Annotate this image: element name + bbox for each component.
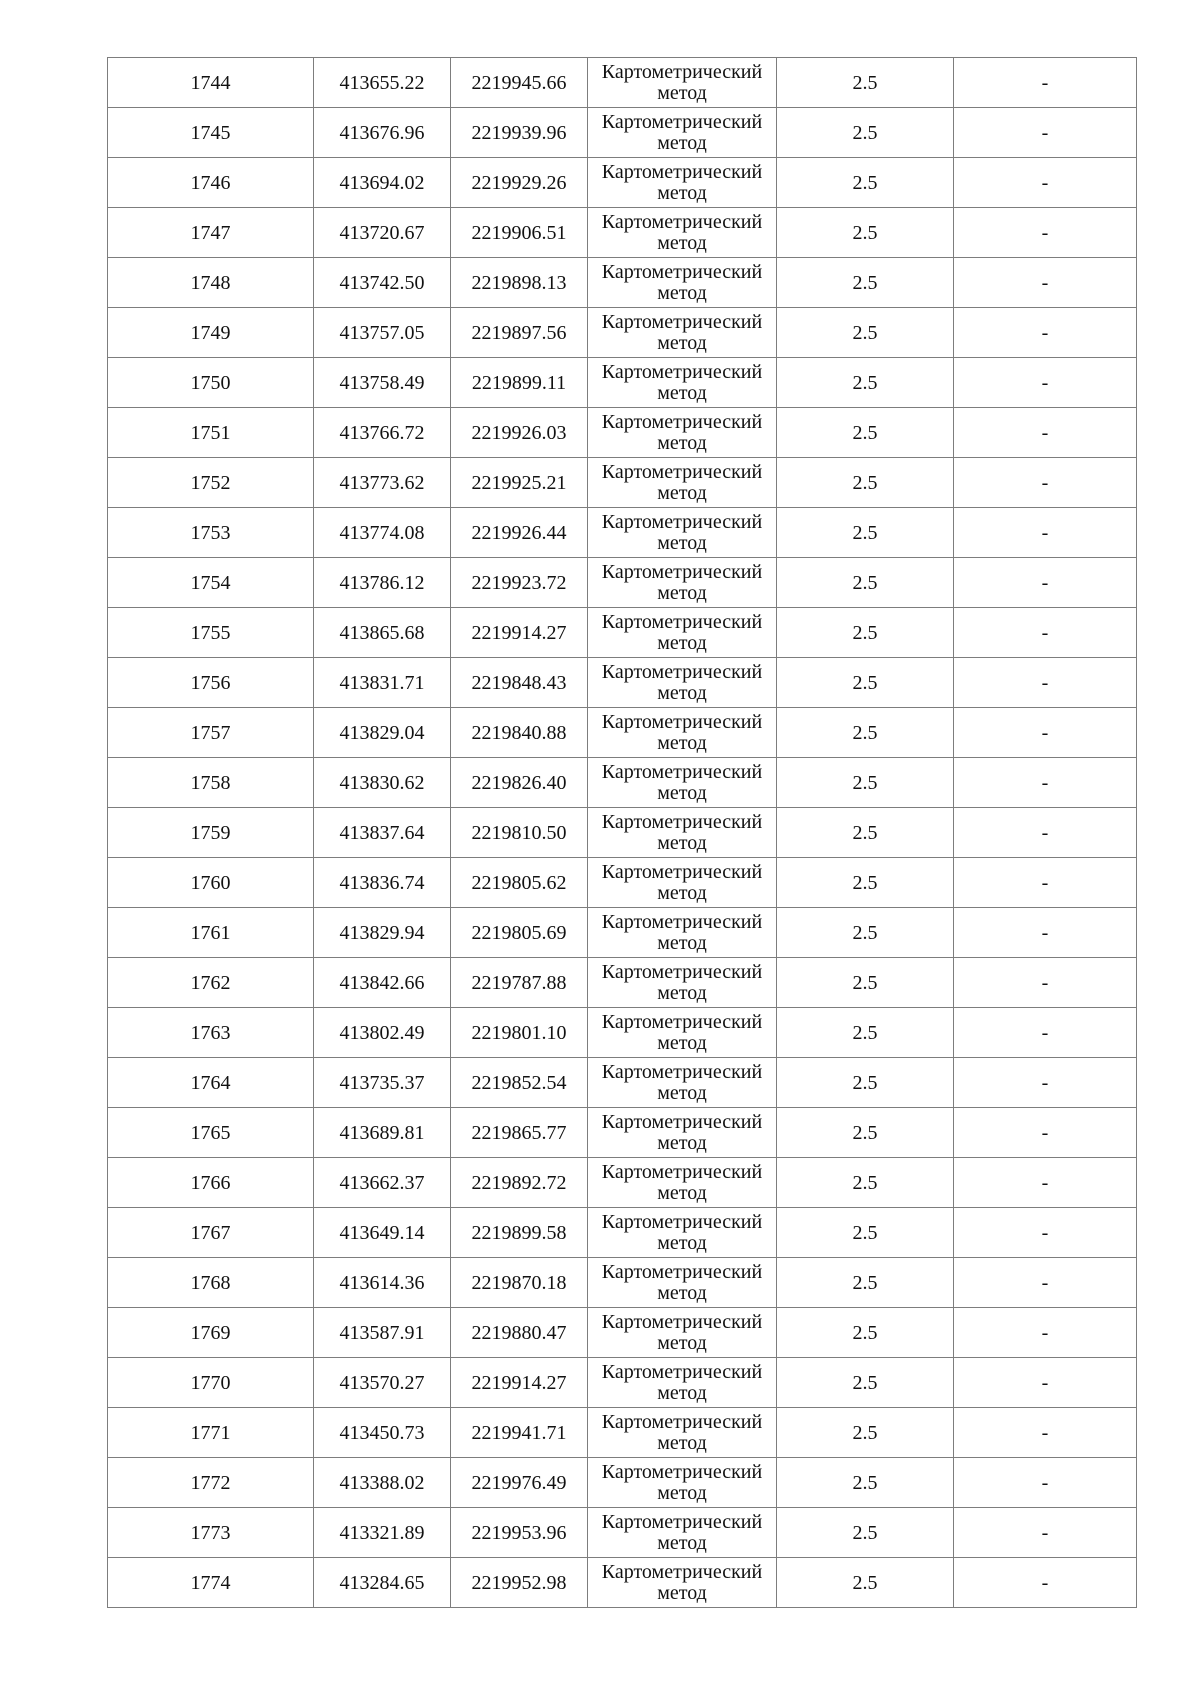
y-coordinate-cell: 2219840.88 <box>451 708 588 758</box>
point-number-cell: 1773 <box>108 1508 314 1558</box>
table-row <box>108 1258 1137 1308</box>
note-cell: - <box>954 308 1137 358</box>
method-label-line2: метод <box>657 1431 707 1454</box>
table-row <box>108 1008 1137 1058</box>
y-coordinate-cell: 2219805.62 <box>451 858 588 908</box>
point-number-cell: 1748 <box>108 258 314 308</box>
y-coordinate-cell: 2219906.51 <box>451 208 588 258</box>
method-cell <box>588 808 777 858</box>
method-cell <box>588 1408 777 1458</box>
x-coordinate-cell: 413766.72 <box>314 408 451 458</box>
note-cell: - <box>954 1508 1137 1558</box>
method-cell <box>588 258 777 308</box>
x-coordinate-cell: 413758.49 <box>314 358 451 408</box>
method-label-line1: Картометрический <box>601 860 763 883</box>
point-number-cell: 1771 <box>108 1408 314 1458</box>
method-label-line2: метод <box>657 831 707 854</box>
table-row <box>108 1458 1137 1508</box>
y-coordinate-cell: 2219852.54 <box>451 1058 588 1108</box>
accuracy-cell: 2.5 <box>777 108 954 158</box>
table-row <box>108 858 1137 908</box>
method-cell <box>588 858 777 908</box>
y-coordinate-cell: 2219976.49 <box>451 1458 588 1508</box>
note-cell: - <box>954 208 1137 258</box>
table-row <box>108 1358 1137 1408</box>
method-label-line1: Картометрический <box>601 1010 763 1033</box>
method-label-line2: метод <box>657 1031 707 1054</box>
table-row <box>108 1408 1137 1458</box>
note-cell: - <box>954 1008 1137 1058</box>
y-coordinate-cell: 2219926.44 <box>451 508 588 558</box>
point-number-cell: 1770 <box>108 1358 314 1408</box>
method-label-line2: метод <box>657 1231 707 1254</box>
method-label-line2: метод <box>657 181 707 204</box>
note-cell: - <box>954 858 1137 908</box>
accuracy-cell: 2.5 <box>777 1508 954 1558</box>
point-number-cell: 1754 <box>108 558 314 608</box>
y-coordinate-cell: 2219941.71 <box>451 1408 588 1458</box>
method-cell <box>588 708 777 758</box>
point-number-cell: 1752 <box>108 458 314 508</box>
method-label-line2: метод <box>657 1581 707 1604</box>
note-cell: - <box>954 108 1137 158</box>
x-coordinate-cell: 413587.91 <box>314 1308 451 1358</box>
table-row <box>108 908 1137 958</box>
x-coordinate-cell: 413842.66 <box>314 958 451 1008</box>
y-coordinate-cell: 2219899.11 <box>451 358 588 408</box>
method-label-line2: метод <box>657 331 707 354</box>
accuracy-cell: 2.5 <box>777 208 954 258</box>
method-label-line1: Картометрический <box>601 1510 763 1533</box>
method-cell <box>588 158 777 208</box>
table-row <box>108 508 1137 558</box>
y-coordinate-cell: 2219897.56 <box>451 308 588 358</box>
method-label-line2: метод <box>657 1481 707 1504</box>
note-cell: - <box>954 958 1137 1008</box>
method-label-line2: метод <box>657 631 707 654</box>
method-label-line2: метод <box>657 931 707 954</box>
accuracy-cell: 2.5 <box>777 1108 954 1158</box>
method-label-line1: Картометрический <box>601 960 763 983</box>
method-label-line1: Картометрический <box>601 710 763 733</box>
x-coordinate-cell: 413649.14 <box>314 1208 451 1258</box>
point-number-cell: 1758 <box>108 758 314 808</box>
note-cell: - <box>954 558 1137 608</box>
point-number-cell: 1744 <box>108 58 314 108</box>
accuracy-cell: 2.5 <box>777 358 954 408</box>
table-row <box>108 458 1137 508</box>
table-row <box>108 258 1137 308</box>
y-coordinate-cell: 2219914.27 <box>451 1358 588 1408</box>
point-number-cell: 1753 <box>108 508 314 558</box>
method-label-line1: Картометрический <box>601 1110 763 1133</box>
y-coordinate-cell: 2219945.66 <box>451 58 588 108</box>
x-coordinate-cell: 413655.22 <box>314 58 451 108</box>
table-row <box>108 208 1137 258</box>
note-cell: - <box>954 508 1137 558</box>
method-label-line1: Картометрический <box>601 460 763 483</box>
table-row <box>108 758 1137 808</box>
x-coordinate-cell: 413836.74 <box>314 858 451 908</box>
x-coordinate-cell: 413831.71 <box>314 658 451 708</box>
y-coordinate-cell: 2219898.13 <box>451 258 588 308</box>
method-label-line2: метод <box>657 881 707 904</box>
method-label-line1: Картометрический <box>601 1060 763 1083</box>
point-number-cell: 1749 <box>108 308 314 358</box>
method-cell <box>588 1158 777 1208</box>
y-coordinate-cell: 2219892.72 <box>451 1158 588 1208</box>
method-cell <box>588 1008 777 1058</box>
point-number-cell: 1757 <box>108 708 314 758</box>
method-cell <box>588 608 777 658</box>
table-row <box>108 1108 1137 1158</box>
method-label-line2: метод <box>657 1281 707 1304</box>
method-label-line1: Картометрический <box>601 810 763 833</box>
method-label-line2: метод <box>657 981 707 1004</box>
x-coordinate-cell: 413829.04 <box>314 708 451 758</box>
point-number-cell: 1765 <box>108 1108 314 1158</box>
method-label-line1: Картометрический <box>601 1160 763 1183</box>
accuracy-cell: 2.5 <box>777 658 954 708</box>
method-cell <box>588 1258 777 1308</box>
point-number-cell: 1755 <box>108 608 314 658</box>
method-label-line1: Картометрический <box>601 1560 763 1583</box>
point-number-cell: 1760 <box>108 858 314 908</box>
method-cell <box>588 1508 777 1558</box>
x-coordinate-cell: 413837.64 <box>314 808 451 858</box>
note-cell: - <box>954 808 1137 858</box>
y-coordinate-cell: 2219914.27 <box>451 608 588 658</box>
note-cell: - <box>954 258 1137 308</box>
point-number-cell: 1769 <box>108 1308 314 1358</box>
point-number-cell: 1761 <box>108 908 314 958</box>
x-coordinate-cell: 413570.27 <box>314 1358 451 1408</box>
method-label-line1: Картометрический <box>601 510 763 533</box>
note-cell: - <box>954 1158 1137 1208</box>
accuracy-cell: 2.5 <box>777 1308 954 1358</box>
method-label-line1: Картометрический <box>601 60 763 83</box>
table-row <box>108 1308 1137 1358</box>
method-label-line2: метод <box>657 1081 707 1104</box>
y-coordinate-cell: 2219880.47 <box>451 1308 588 1358</box>
method-cell <box>588 108 777 158</box>
method-label-line1: Картометрический <box>601 1260 763 1283</box>
accuracy-cell: 2.5 <box>777 458 954 508</box>
point-number-cell: 1751 <box>108 408 314 458</box>
method-label-line2: метод <box>657 481 707 504</box>
y-coordinate-cell: 2219848.43 <box>451 658 588 708</box>
table-row <box>108 358 1137 408</box>
note-cell: - <box>954 1258 1137 1308</box>
method-cell <box>588 358 777 408</box>
y-coordinate-cell: 2219801.10 <box>451 1008 588 1058</box>
method-label-line1: Картометрический <box>601 560 763 583</box>
accuracy-cell: 2.5 <box>777 158 954 208</box>
method-label-line2: метод <box>657 281 707 304</box>
y-coordinate-cell: 2219810.50 <box>451 808 588 858</box>
method-label-line1: Картометрический <box>601 210 763 233</box>
point-number-cell: 1766 <box>108 1158 314 1208</box>
x-coordinate-cell: 413757.05 <box>314 308 451 358</box>
method-label-line2: метод <box>657 1531 707 1554</box>
note-cell: - <box>954 1408 1137 1458</box>
point-number-cell: 1750 <box>108 358 314 408</box>
note-cell: - <box>954 1458 1137 1508</box>
note-cell: - <box>954 358 1137 408</box>
method-label-line2: метод <box>657 731 707 754</box>
table-row <box>108 558 1137 608</box>
y-coordinate-cell: 2219870.18 <box>451 1258 588 1308</box>
method-cell <box>588 758 777 808</box>
method-label-line1: Картометрический <box>601 1360 763 1383</box>
method-label-line2: метод <box>657 681 707 704</box>
accuracy-cell: 2.5 <box>777 958 954 1008</box>
point-number-cell: 1774 <box>108 1558 314 1608</box>
accuracy-cell: 2.5 <box>777 258 954 308</box>
method-cell <box>588 1308 777 1358</box>
accuracy-cell: 2.5 <box>777 1408 954 1458</box>
point-number-cell: 1772 <box>108 1458 314 1508</box>
y-coordinate-cell: 2219939.96 <box>451 108 588 158</box>
point-number-cell: 1764 <box>108 1058 314 1108</box>
note-cell: - <box>954 658 1137 708</box>
note-cell: - <box>954 1208 1137 1258</box>
y-coordinate-cell: 2219923.72 <box>451 558 588 608</box>
table-row <box>108 108 1137 158</box>
accuracy-cell: 2.5 <box>777 708 954 758</box>
method-cell <box>588 408 777 458</box>
table-row <box>108 1208 1137 1258</box>
point-number-cell: 1762 <box>108 958 314 1008</box>
point-number-cell: 1759 <box>108 808 314 858</box>
accuracy-cell: 2.5 <box>777 508 954 558</box>
accuracy-cell: 2.5 <box>777 1358 954 1408</box>
x-coordinate-cell: 413773.62 <box>314 458 451 508</box>
method-label-line2: метод <box>657 381 707 404</box>
method-cell <box>588 1058 777 1108</box>
x-coordinate-cell: 413689.81 <box>314 1108 451 1158</box>
table-row <box>108 708 1137 758</box>
table-row <box>108 158 1137 208</box>
method-label-line1: Картометрический <box>601 110 763 133</box>
y-coordinate-cell: 2219929.26 <box>451 158 588 208</box>
note-cell: - <box>954 608 1137 658</box>
point-number-cell: 1756 <box>108 658 314 708</box>
accuracy-cell: 2.5 <box>777 608 954 658</box>
method-label-line1: Картометрический <box>601 1310 763 1333</box>
x-coordinate-cell: 413321.89 <box>314 1508 451 1558</box>
accuracy-cell: 2.5 <box>777 408 954 458</box>
method-label-line1: Картометрический <box>601 910 763 933</box>
accuracy-cell: 2.5 <box>777 758 954 808</box>
note-cell: - <box>954 708 1137 758</box>
method-cell <box>588 58 777 108</box>
note-cell: - <box>954 1358 1137 1408</box>
method-cell <box>588 1358 777 1408</box>
method-label-line2: метод <box>657 231 707 254</box>
method-label-line1: Картометрический <box>601 410 763 433</box>
coordinates-table <box>107 57 1137 1608</box>
accuracy-cell: 2.5 <box>777 1158 954 1208</box>
method-cell <box>588 1558 777 1608</box>
y-coordinate-cell: 2219865.77 <box>451 1108 588 1158</box>
x-coordinate-cell: 413830.62 <box>314 758 451 808</box>
method-cell <box>588 1458 777 1508</box>
point-number-cell: 1767 <box>108 1208 314 1258</box>
x-coordinate-cell: 413720.67 <box>314 208 451 258</box>
table-row <box>108 58 1137 108</box>
method-label-line2: метод <box>657 1381 707 1404</box>
point-number-cell: 1747 <box>108 208 314 258</box>
y-coordinate-cell: 2219926.03 <box>451 408 588 458</box>
method-label-line1: Картометрический <box>601 660 763 683</box>
accuracy-cell: 2.5 <box>777 1458 954 1508</box>
y-coordinate-cell: 2219952.98 <box>451 1558 588 1608</box>
point-number-cell: 1745 <box>108 108 314 158</box>
coordinates-table-body <box>108 58 1137 1608</box>
table-row <box>108 808 1137 858</box>
x-coordinate-cell: 413388.02 <box>314 1458 451 1508</box>
method-label-line1: Картометрический <box>601 310 763 333</box>
table-row <box>108 408 1137 458</box>
table-row <box>108 1058 1137 1108</box>
note-cell: - <box>954 158 1137 208</box>
method-cell <box>588 908 777 958</box>
accuracy-cell: 2.5 <box>777 1208 954 1258</box>
note-cell: - <box>954 1058 1137 1108</box>
x-coordinate-cell: 413774.08 <box>314 508 451 558</box>
x-coordinate-cell: 413735.37 <box>314 1058 451 1108</box>
point-number-cell: 1746 <box>108 158 314 208</box>
note-cell: - <box>954 758 1137 808</box>
y-coordinate-cell: 2219787.88 <box>451 958 588 1008</box>
x-coordinate-cell: 413676.96 <box>314 108 451 158</box>
accuracy-cell: 2.5 <box>777 1008 954 1058</box>
method-label-line1: Картометрический <box>601 1460 763 1483</box>
table-row <box>108 1558 1137 1608</box>
x-coordinate-cell: 413865.68 <box>314 608 451 658</box>
method-cell <box>588 308 777 358</box>
table-row <box>108 958 1137 1008</box>
note-cell: - <box>954 1558 1137 1608</box>
table-row <box>108 308 1137 358</box>
table-row <box>108 1508 1137 1558</box>
method-cell <box>588 658 777 708</box>
accuracy-cell: 2.5 <box>777 908 954 958</box>
method-label-line1: Картометрический <box>601 260 763 283</box>
accuracy-cell: 2.5 <box>777 1558 954 1608</box>
x-coordinate-cell: 413802.49 <box>314 1008 451 1058</box>
accuracy-cell: 2.5 <box>777 58 954 108</box>
table-row <box>108 1158 1137 1208</box>
x-coordinate-cell: 413829.94 <box>314 908 451 958</box>
note-cell: - <box>954 1108 1137 1158</box>
method-label-line2: метод <box>657 1331 707 1354</box>
x-coordinate-cell: 413450.73 <box>314 1408 451 1458</box>
note-cell: - <box>954 58 1137 108</box>
y-coordinate-cell: 2219953.96 <box>451 1508 588 1558</box>
method-cell <box>588 958 777 1008</box>
y-coordinate-cell: 2219826.40 <box>451 758 588 808</box>
method-label-line1: Картометрический <box>601 1410 763 1433</box>
accuracy-cell: 2.5 <box>777 1258 954 1308</box>
note-cell: - <box>954 908 1137 958</box>
y-coordinate-cell: 2219899.58 <box>451 1208 588 1258</box>
method-label-line2: метод <box>657 81 707 104</box>
point-number-cell: 1768 <box>108 1258 314 1308</box>
method-label-line2: метод <box>657 531 707 554</box>
y-coordinate-cell: 2219805.69 <box>451 908 588 958</box>
note-cell: - <box>954 408 1137 458</box>
accuracy-cell: 2.5 <box>777 558 954 608</box>
method-cell <box>588 208 777 258</box>
method-label-line2: метод <box>657 131 707 154</box>
x-coordinate-cell: 413694.02 <box>314 158 451 208</box>
accuracy-cell: 2.5 <box>777 308 954 358</box>
method-label-line2: метод <box>657 1131 707 1154</box>
x-coordinate-cell: 413614.36 <box>314 1258 451 1308</box>
method-label-line1: Картометрический <box>601 160 763 183</box>
method-cell <box>588 458 777 508</box>
y-coordinate-cell: 2219925.21 <box>451 458 588 508</box>
point-number-cell: 1763 <box>108 1008 314 1058</box>
method-label-line1: Картометрический <box>601 360 763 383</box>
x-coordinate-cell: 413742.50 <box>314 258 451 308</box>
method-cell <box>588 558 777 608</box>
x-coordinate-cell: 413662.37 <box>314 1158 451 1208</box>
method-cell <box>588 1208 777 1258</box>
x-coordinate-cell: 413786.12 <box>314 558 451 608</box>
accuracy-cell: 2.5 <box>777 808 954 858</box>
note-cell: - <box>954 458 1137 508</box>
method-label-line2: метод <box>657 781 707 804</box>
note-cell: - <box>954 1308 1137 1358</box>
accuracy-cell: 2.5 <box>777 858 954 908</box>
method-label-line2: метод <box>657 1181 707 1204</box>
method-cell <box>588 508 777 558</box>
method-label-line1: Картометрический <box>601 760 763 783</box>
method-label-line2: метод <box>657 431 707 454</box>
table-row <box>108 658 1137 708</box>
table-row <box>108 608 1137 658</box>
method-label-line1: Картометрический <box>601 610 763 633</box>
accuracy-cell: 2.5 <box>777 1058 954 1108</box>
method-label-line1: Картометрический <box>601 1210 763 1233</box>
method-cell <box>588 1108 777 1158</box>
x-coordinate-cell: 413284.65 <box>314 1558 451 1608</box>
method-label-line2: метод <box>657 581 707 604</box>
